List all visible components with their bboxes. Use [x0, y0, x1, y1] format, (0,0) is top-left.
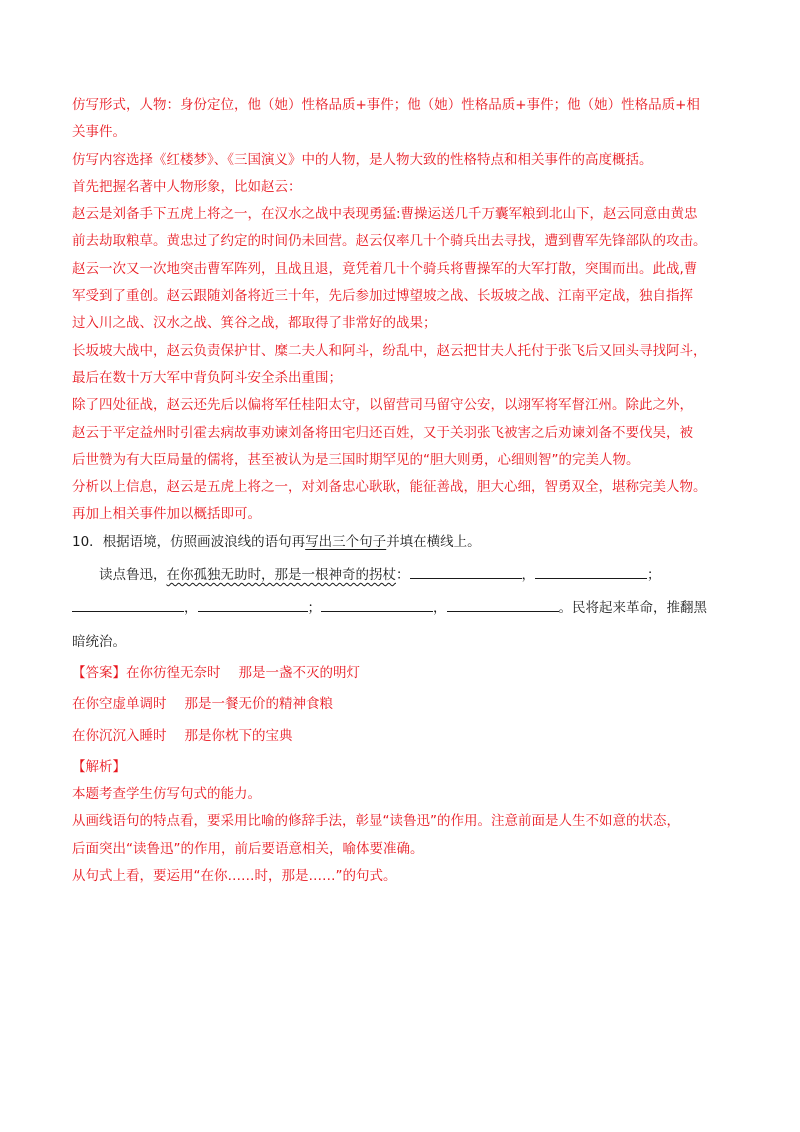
- analysis-paragraph: 关事件。: [72, 124, 126, 141]
- analysis-paragraph: 过入川之战、汉水之战、箕谷之战，都取得了非常好的战果；: [72, 315, 437, 332]
- punctuation: ；: [307, 600, 321, 617]
- punctuation: ，: [184, 600, 198, 617]
- answer-blank[interactable]: [447, 595, 559, 612]
- question-body: [72, 562, 732, 589]
- analysis-paragraph: 仿写形式，人物：身份定位，他（她）性格品质+事件；他（她）性格品质+事件；他（她）性格品质+相: [72, 97, 700, 113]
- analysis-tag: 【解析】: [72, 758, 126, 775]
- analysis-paragraph: 军受到了重创。赵云跟随刘备将近三十年，先后参加过博望坡之战、长坂坡之战、江南平定战，独自指挥: [72, 288, 693, 305]
- question-ending-line: 暗统治。: [72, 633, 126, 650]
- analysis-paragraph: 首先把握名著中人物形象，比如赵云：: [72, 178, 302, 195]
- answer-line: [72, 723, 732, 750]
- punctuation: ，: [521, 567, 535, 584]
- answer-blank[interactable]: [535, 562, 647, 579]
- analysis-paragraph: 最后在数十万大军中背负阿斗安全杀出重围；: [72, 369, 342, 386]
- answer-text: 那是一餐无价的精神食粮: [184, 696, 333, 713]
- analysis-paragraph: 仿写内容选择《红楼梦》、《三国演义》中的人物，是人物大致的性格特点和相关事件的高度概括。: [72, 151, 653, 168]
- question-number: 10．: [72, 533, 103, 550]
- answer-text: 那是你枕下的宝典: [184, 727, 293, 744]
- answer-text: 在你彷徨无奈时: [126, 664, 221, 681]
- analysis-paragraph: 分析以上信息，赵云是五虎上将之一，对刘备忠心耿耿，能征善战，胆大心细，智勇双全，堪称完美人物。: [72, 479, 707, 496]
- question-blanks-line: [72, 595, 732, 622]
- answer-tag: 【答案】: [72, 664, 126, 681]
- analysis-line: 本题考查学生仿写句式的能力。: [72, 786, 261, 803]
- answer-blank[interactable]: [72, 595, 184, 612]
- question-prompt: [72, 529, 732, 556]
- document-page: [72, 92, 732, 890]
- analysis-paragraph: 后世赞为有大臣局量的儒将，甚至被认为是三国时期罕见的“胆大则勇，心细则智”的完美人物。: [72, 451, 640, 468]
- answer-blank[interactable]: [321, 595, 433, 612]
- question-text: 根据语境，仿照画波浪线的语句再: [102, 533, 306, 550]
- analysis-paragraph: 前去劫取粮草。黄忠过了约定的时间仍未回营。赵云仅率几十个骑兵出去寻找，遭到曹军先锋部队的攻击。: [72, 233, 707, 250]
- wavy-underlined-sentence: 在你孤独无助时，那是一根神奇的拐杖: [166, 567, 396, 584]
- analysis-line: 从句式上看，要运用“在你……时，那是……”的句式。: [72, 868, 397, 885]
- analysis-paragraph: 再加上相关事件加以概括即可。: [72, 506, 261, 523]
- analysis-paragraph: 除了四处征战，赵云还先后以偏将军任桂阳太守，以留营司马留守公安，以翊军将军督江州。除此之外，: [72, 397, 693, 414]
- analysis-line: 后面突出“读鲁迅”的作用，前后要语意相关，喻体要准确。: [72, 840, 424, 857]
- question-ending: 。民将起来革命，推翻黑: [558, 600, 707, 617]
- analysis-paragraph: 赵云于平定益州时引霍去病故事劝谏刘备将田宅归还百姓，又于关羽张飞被害之后劝谏刘备不要伐吴，被: [72, 424, 693, 441]
- analysis-line: 从画线语句的特点看，要采用比喻的修辞手法，彰显“读鲁迅”的作用。注意前面是人生不如意的状态，: [72, 813, 680, 830]
- punctuation: ；: [647, 567, 661, 584]
- answer-line: [72, 691, 732, 718]
- question-body-start: 读点鲁迅，: [99, 567, 167, 584]
- analysis-paragraph: 长坂坡大战中，赵云负责保护甘、糜二夫人和阿斗，纷乱中，赵云把甘夫人托付于张飞后又回头寻找阿斗，: [72, 342, 707, 359]
- analysis-paragraph: 赵云是刘备手下五虎上将之一，在汉水之战中表现勇猛:曹操运送几千万囊军粮到北山下，赵云同意由黄忠: [72, 206, 698, 223]
- analysis-paragraph: 赵云一次又一次地突击曹军阵列，且战且退，竟凭着几十个骑兵将曹操军的大军打散，突围而出。此战,曹: [72, 260, 698, 277]
- answer-blank[interactable]: [410, 562, 522, 579]
- answer-line: [72, 660, 732, 687]
- question-text: 并填在横线上。: [386, 533, 481, 550]
- punctuation: ：: [396, 567, 410, 584]
- answer-text: 在你沉沉入睡时: [72, 727, 167, 744]
- answer-blank[interactable]: [198, 595, 308, 612]
- answer-text: 那是一盏不灭的明灯: [238, 664, 360, 681]
- punctuation: ，: [433, 600, 447, 617]
- underlined-instruction: 写出三个句子: [305, 533, 387, 550]
- answer-text: 在你空虚单调时: [72, 696, 167, 713]
